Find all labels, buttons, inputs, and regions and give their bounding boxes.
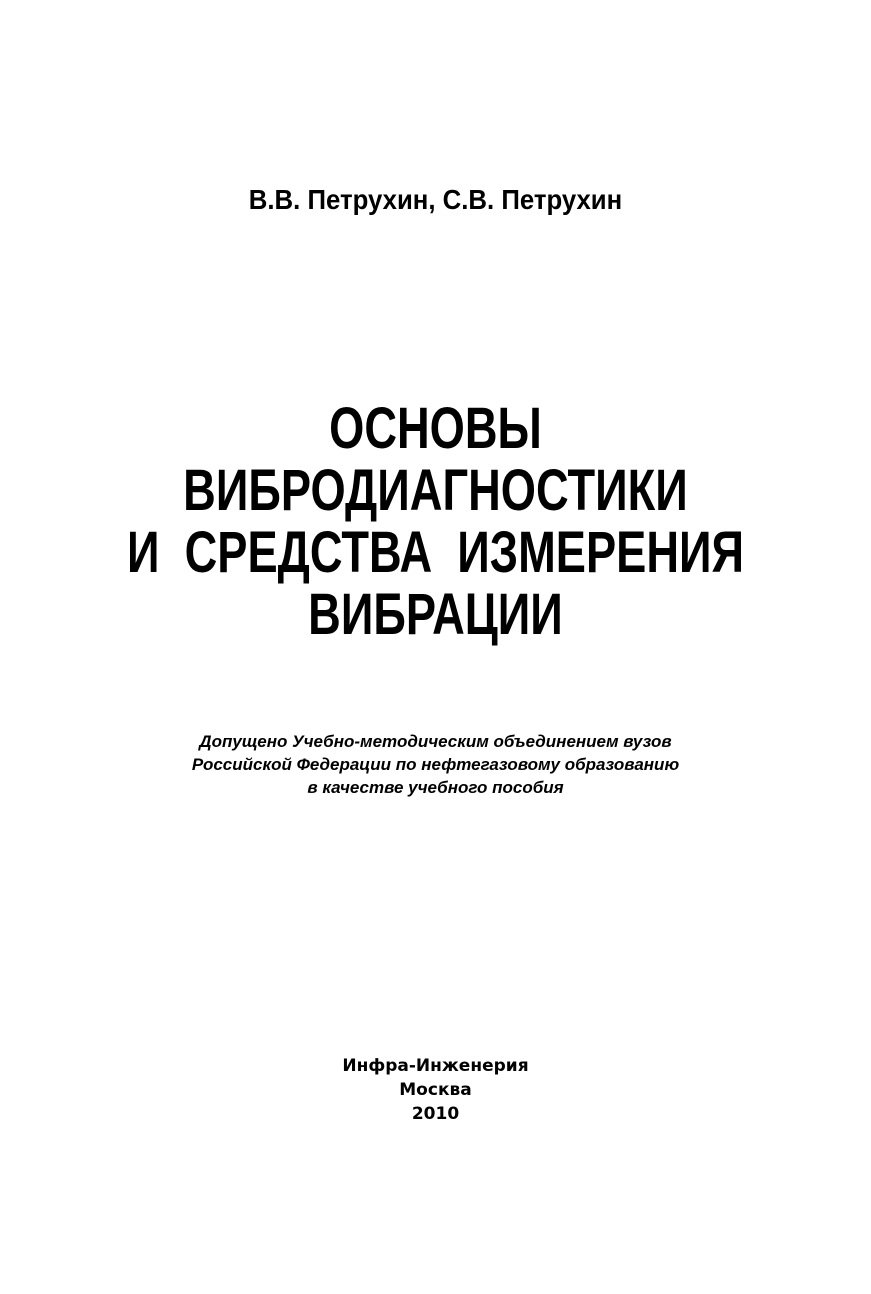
book-title-line: ОСНОВЫ <box>329 396 542 461</box>
approval-note <box>0 730 871 799</box>
approval-line: в качестве учебного пособия <box>307 778 564 797</box>
approval-line: Российской Федерации по нефтегазовому образованию <box>191 755 680 774</box>
city: Москва <box>399 1080 472 1100</box>
approval-line: Допущено Учебно-методическим объединением вузов <box>199 732 672 751</box>
book-title-line: И СРЕДСТВА ИЗМЕРЕНИЯ <box>126 520 745 585</box>
book-title-line: ВИБРОДИАГНОСТИКИ <box>183 458 688 523</box>
year: 2010 <box>411 1104 460 1124</box>
book-title-line: ВИБРАЦИИ <box>308 582 563 647</box>
publisher: Инфра-Инженерия <box>342 1056 529 1076</box>
imprint <box>0 1054 871 1126</box>
book-title <box>0 398 871 646</box>
authors: В.В. Петрухин, С.В. Петрухин <box>248 184 623 215</box>
